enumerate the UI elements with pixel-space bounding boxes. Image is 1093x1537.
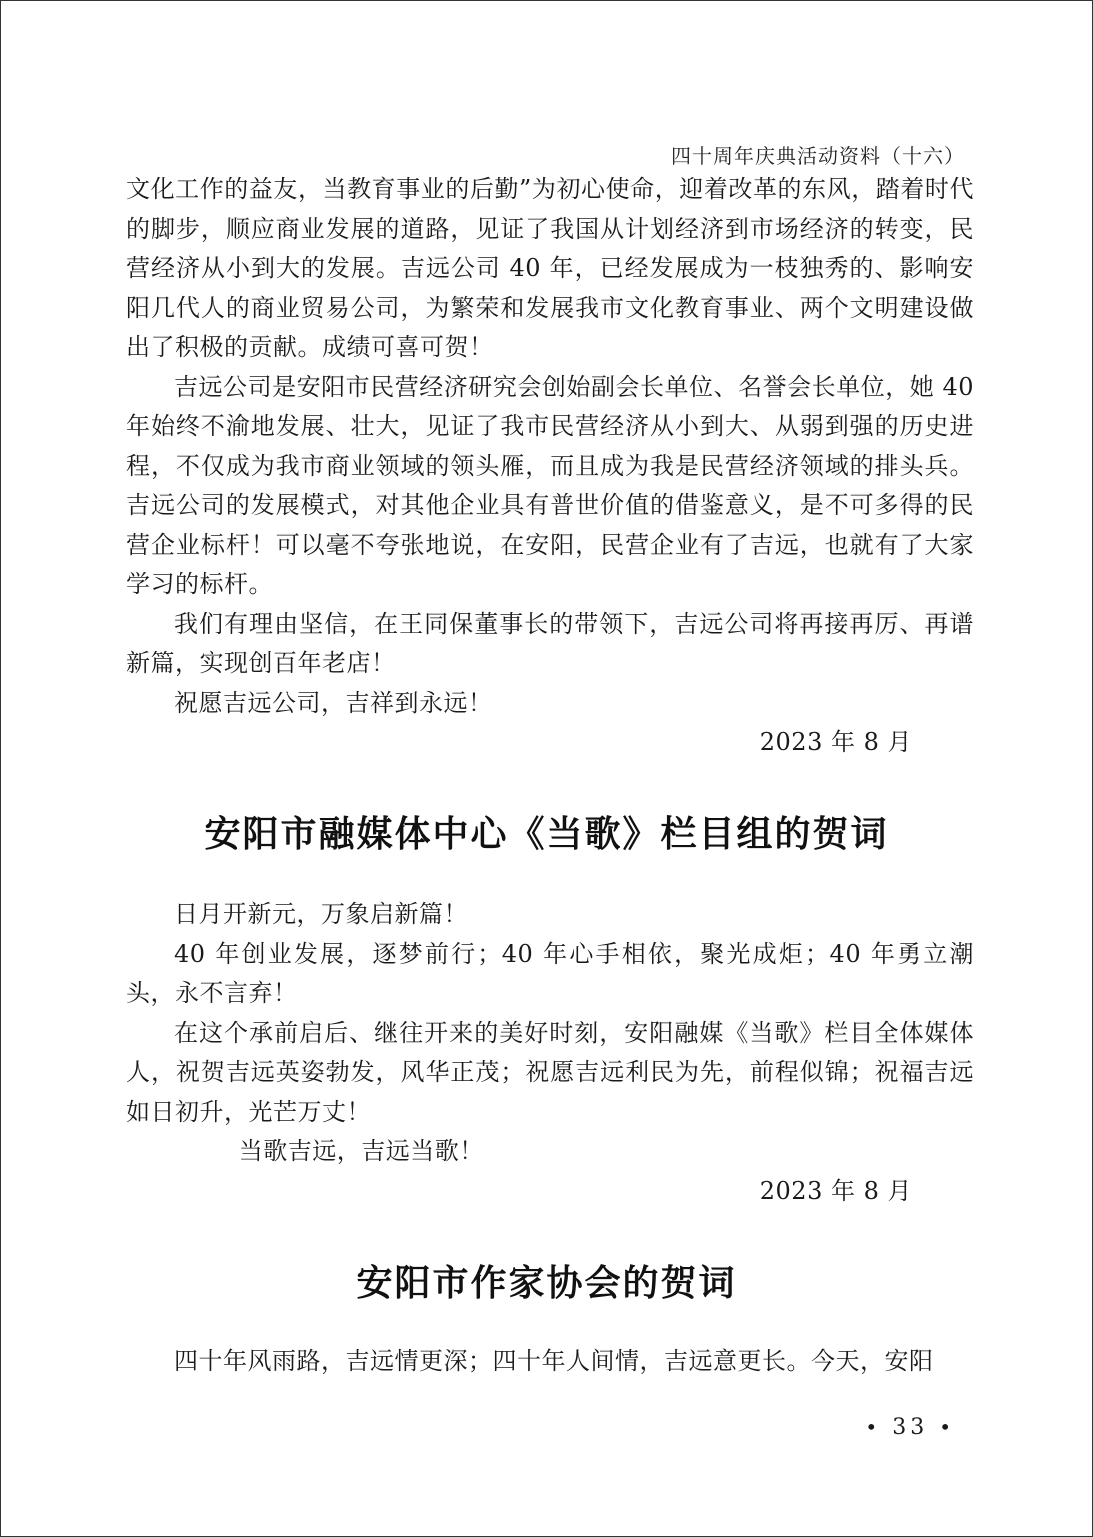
paragraph: 我们有理由坚信，在王同保董事长的带领下，吉远公司将再接再厉、再谱新篇，实现创百年老店！ xyxy=(126,609,974,677)
paragraph: 在这个承前启后、继往开来的美好时刻，安阳融媒《当歌》栏目全体媒体人，祝贺吉远英姿勃发，风华正茂；祝愿吉远利民为先，前程似锦；祝福吉远如日初升，光芒万丈！ xyxy=(126,1018,974,1126)
paragraph: 当歌吉远，吉远当歌！ xyxy=(238,1137,484,1165)
page-number-value: 33 xyxy=(892,1415,929,1440)
paragraph: 祝愿吉远公司，吉祥到永远！ xyxy=(174,688,493,717)
section-title: 安阳市融媒体中心《当歌》栏目组的贺词 xyxy=(204,813,889,855)
paragraph: 40 年创业发展，逐梦前行；40 年心手相依，聚光成炬；40 年勇立潮头，永不言弃！ xyxy=(126,939,974,1007)
section-1-body xyxy=(126,170,974,763)
bullet-icon: • xyxy=(865,1415,882,1439)
bullet-icon: • xyxy=(939,1415,955,1439)
page-number xyxy=(865,1415,955,1440)
section-2-body xyxy=(126,895,974,1211)
section-3-body xyxy=(126,1342,974,1382)
date-line: 2023 年 8 月 xyxy=(759,728,912,756)
paragraph: 吉远公司是安阳市民营经济研究会创始副会长单位、名誉会长单位，她 40 年始终不渝地发展、壮大，见证了我市民营经济从小到大、从弱到强的历史进程，不仅成为我市商业领域的领头雁，而且成为我是民营经济领域的排头兵。吉远公司的发展模式，对其他企业具有普世价值的借鉴意义，是不可多得的民营企业标杆！可以毫不夸张地说，在安阳，民营企业有了吉远，也就有了大家学习的标杆。 xyxy=(126,372,974,598)
section-title: 安阳市作家协会的贺词 xyxy=(356,1262,737,1304)
running-header: 四十周年庆典活动资料（十六） xyxy=(671,144,965,168)
date-line: 2023 年 8 月 xyxy=(759,1176,912,1205)
paragraph: 四十年风雨路，吉远情更深；四十年人间情，吉远意更长。今天，安阳 xyxy=(174,1347,934,1375)
paragraph: 日月开新元，万象启新篇！ xyxy=(174,900,468,928)
paragraph: 文化工作的益友，当教育事业的后勤”为初心使命，迎着改革的东风，踏着时代的脚步，顺应商业发展的道路，见证了我国从计划经济到市场经济的转变，民营经济从小到大的发展。吉远公司 40 年，已经发展成为一枝独秀的、影响安阳几代人的商业贸易公司，为繁荣和发展我市文化教育事业、两个文明建设做出了积极的贡献。成绩可喜可贺！ xyxy=(126,175,974,361)
